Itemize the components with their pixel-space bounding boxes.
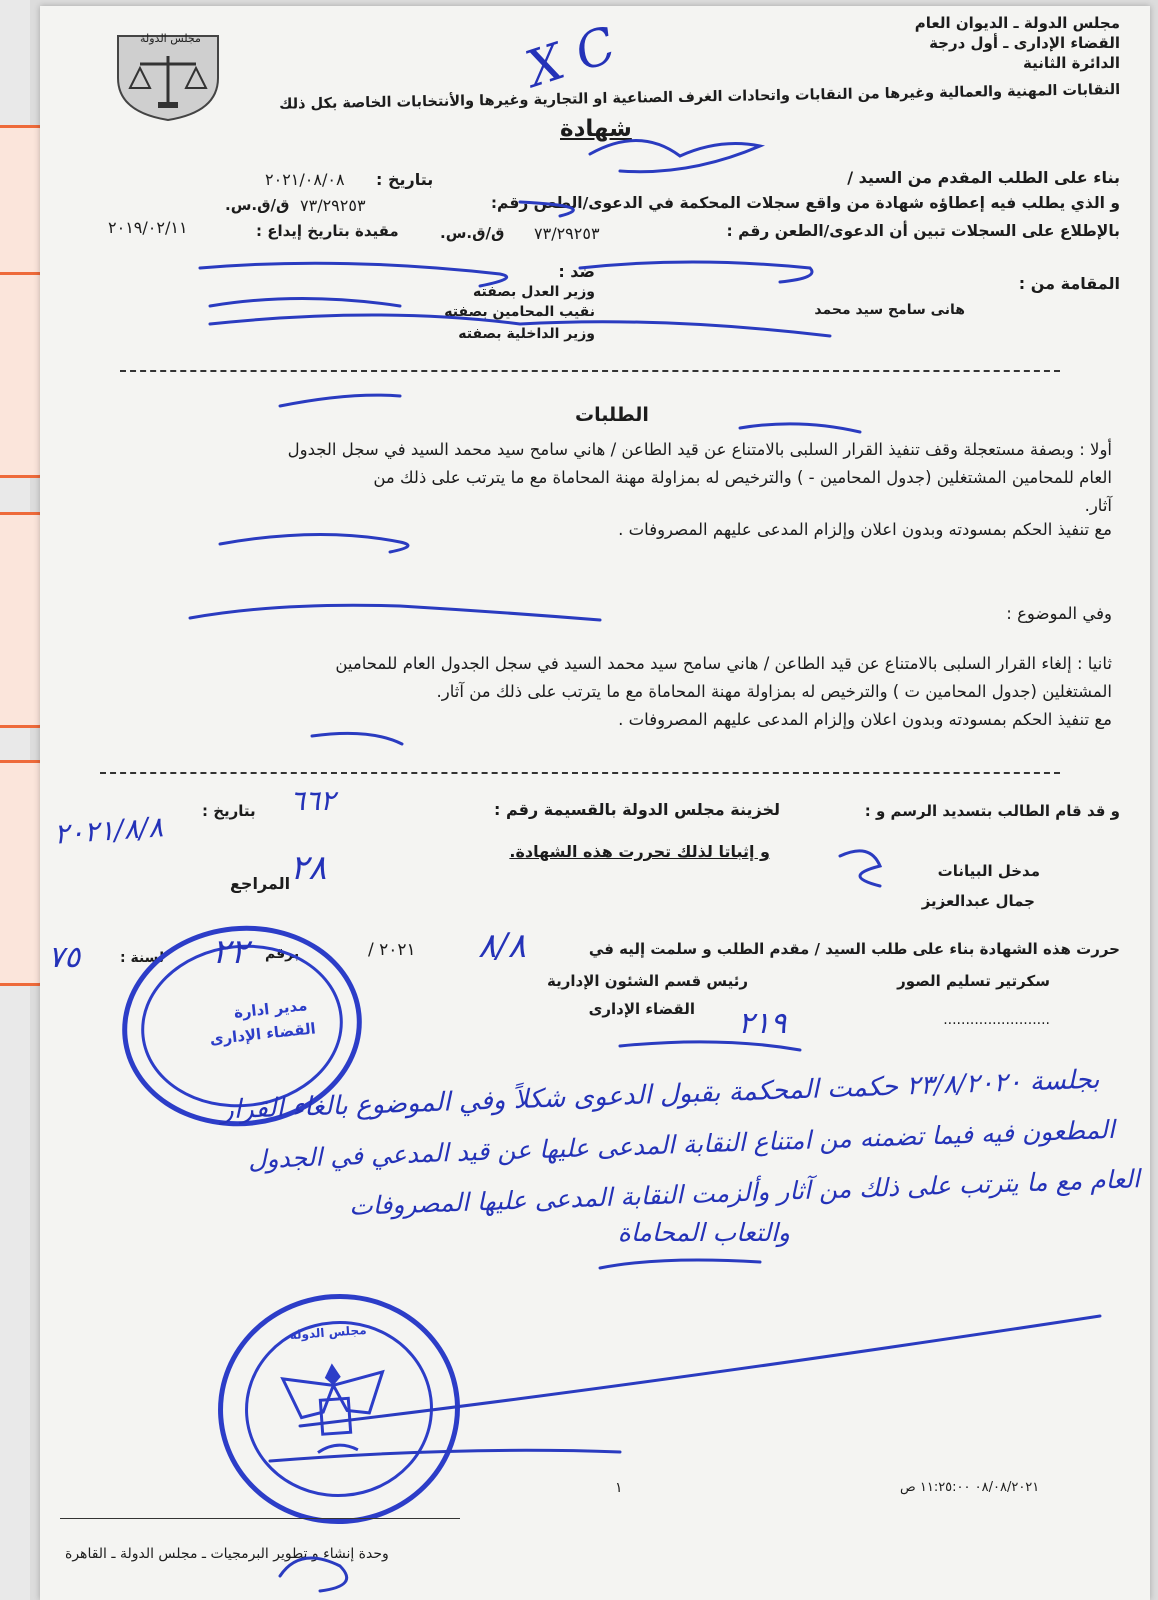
records-text: بالإطلاع على السجلات تبين أن الدعوى/الطعن رقم : — [726, 222, 1120, 240]
header-line-1: مجلس الدولة ـ الديوان العام — [914, 14, 1120, 32]
request-by-label: بناء على الطلب المقدم من السيد / — [847, 168, 1120, 187]
fee-paid-label: و قد قام الطالب بتسديد الرسم و : — [864, 802, 1120, 820]
official-seal — [210, 1286, 467, 1532]
issued-line: حررت هذه الشهادة بناء على طلب السيد / مقدم الطلب و سلمت إليه في — [588, 940, 1120, 958]
head-department: القضاء الإدارى — [588, 1000, 695, 1018]
handwritten-fee-amount: ٦٦٢ — [290, 784, 336, 817]
secretary-dots: ........................ — [943, 1012, 1050, 1028]
case-number: ٧٣/٢٩٢٥٣ — [300, 196, 366, 215]
divider — [100, 772, 1060, 774]
year-label: لسنة : — [120, 950, 165, 966]
handwritten-receipt-no: ٢٨ — [290, 848, 327, 888]
second-request-line-1: ثانيا : إلغاء القرار السلبى بالامتناع عن قيد الطاعن / هاني سامح سيد محمد السيد في سجل الجدول العام للمحامين — [335, 654, 1112, 673]
logo — [112, 28, 224, 122]
seal-text: مجلس الدولة — [289, 1322, 367, 1343]
request-date: ٢٠٢١/٠٨/٠٨ — [265, 170, 345, 189]
second-request-line-3: مع تنفيذ الحكم بمسودته وبدون اعلان وإلزام المدعى عليهم المصروفات . — [618, 710, 1112, 729]
filing-date-label: مقيدة بتاريخ إيداع : — [256, 222, 399, 240]
second-request-line-2: المشتغلين (جدول المحامين ت ) والترخيص له بمزاولة مهنة المحاماة مع ما يترتب على ذلك من آثار. — [436, 682, 1112, 701]
defendant-3: وزير الداخلية بصفته — [458, 326, 595, 342]
fee-date-label: بتاريخ : — [202, 802, 256, 820]
print-timestamp: ٠٨/٠٨/٢٠٢١ ١١:٢٥:٠٠ ص — [900, 1480, 1040, 1495]
handwritten-note-line-2: المطعون فيه فيما تضمنه من امتناع النقابة المدعى عليها عن قيد المدعي في الجدول — [247, 1114, 1116, 1175]
plaintiff-name: هانى سامح سيد محمد — [814, 302, 965, 318]
filing-date: ٢٠١٩/٠٢/١١ — [108, 218, 188, 237]
defendant-2: نقيب المحامين بصفته — [444, 304, 595, 320]
against-label: ضد : — [558, 262, 595, 281]
header-line-2: القضاء الإدارى ـ أول درجة — [929, 34, 1120, 52]
header-line-4: النقابات المهنية والعمالية وغيرها من النقابات واتحادات الغرف الصناعية او التجارية وغيرها والأنتخابات الخاصة بكل ذلك — [278, 82, 1121, 113]
head-title: رئيس قسم الشئون الإدارية — [547, 972, 748, 990]
certificate-page — [40, 6, 1150, 1600]
filed-by-label: المقامة من : — [1018, 274, 1120, 293]
handwritten-year: ٧٥ — [48, 940, 81, 975]
case-suffix: ق/ق.س. — [225, 196, 290, 214]
header-line-3: الدائرة الثانية — [1022, 54, 1120, 72]
footer-unit: وحدة إنشاء و تطوير البرمجيات ـ مجلس الدولة ـ القاهرة — [65, 1546, 389, 1562]
reviewer-label: المراجع — [230, 874, 291, 893]
page-title: شهادة — [560, 116, 632, 142]
footer-rule — [60, 1518, 460, 1519]
subject-label: وفي الموضوع : — [1006, 604, 1112, 623]
handwritten-number: ٢٢ — [212, 932, 249, 972]
page-number: ١ — [615, 1480, 623, 1496]
requests-title: الطلبات — [575, 404, 649, 426]
handwritten-note-line-3: العام مع ما يترتب على ذلك من آثار وألزمت النقابة المدعى عليها المصروفات — [348, 1164, 1141, 1221]
defendant-1: وزير العدل بصفته — [472, 284, 595, 300]
handwritten-signature-no: ٢١٩ — [738, 1006, 787, 1041]
number-label: برقم — [265, 946, 300, 962]
proof-line: و إثباتا لذلك تحررت هذه الشهادة. — [509, 842, 770, 861]
first-request-line-2: العام للمحامين المشتغلين (جدول المحامين - ) والترخيص له بمزاولة مهنة المحاماة مع ما يترتب على ذلك من — [373, 468, 1112, 487]
admin-stamp-line-2: القضاء الإدارى — [208, 1019, 317, 1049]
data-entry-label: مدخل البيانات — [937, 862, 1040, 880]
secretary-label: سكرتير تسليم الصور — [897, 972, 1050, 990]
eagle-icon — [271, 1351, 398, 1469]
divider — [120, 370, 1060, 372]
request-date-label: بتاريخ : — [376, 170, 434, 189]
records-case-suffix: ق/ق.س. — [440, 224, 505, 242]
handwritten-fee-date: ٢٠٢١/٨/٨ — [52, 810, 165, 851]
handwritten-note-line-1: بجلسة ٢٣/٨/٢٠٢٠ حكمت المحكمة بقبول الدعوى شكلاً وفي الموضوع بالغاء القرار — [220, 1064, 1101, 1126]
first-request-line-1: أولا : وبصفة مستعجلة وقف تنفيذ القرار السلبى بالامتناع عن قيد الطاعن / هاني سامح سيد محمد السيد في سجل الجدول — [287, 440, 1112, 459]
handwritten-note-line-4: والتعاب المحاماة — [617, 1218, 790, 1247]
first-request-line-4: مع تنفيذ الحكم بمسودته وبدون اعلان وإلزام المدعى عليهم المصروفات . — [618, 520, 1112, 539]
handwritten-delivery-day: ٨/٨ — [478, 926, 526, 966]
first-request-line-3: آثار. — [1084, 496, 1112, 515]
admin-stamp-line-1: مدير ادارة — [233, 996, 309, 1022]
issued-year: ٢٠٢١ / — [368, 940, 416, 960]
data-entry-name: جمال عبدالعزيز — [921, 892, 1035, 910]
treasury-label: لخزينة مجلس الدولة بالقسيمة رقم : — [494, 800, 780, 819]
request-text: و الذي يطلب فيه إعطاؤه شهادة من واقع سجلات المحكمة في الدعوى/الطعن رقم: — [490, 194, 1120, 212]
handwritten-top-mark: X C — [519, 15, 623, 99]
records-case-number: ٧٣/٢٩٢٥٣ — [534, 224, 600, 243]
logo-text: مجلس الدولة — [140, 32, 201, 45]
